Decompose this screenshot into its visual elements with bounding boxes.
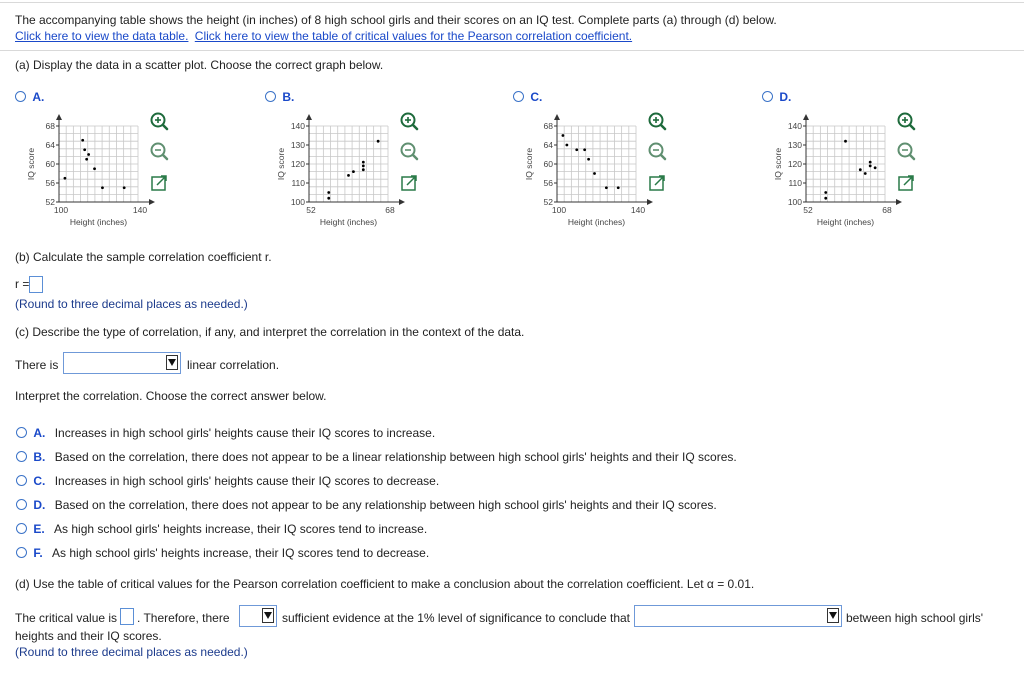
x-tick-label: 52 (306, 205, 316, 215)
part-a-prompt: (a) Display the data in a scatter plot. Choose the correct graph below. (15, 58, 384, 72)
y-tick-label: 56 (543, 178, 553, 188)
round-hint-d: (Round to three decimal places as needed.) (15, 645, 248, 659)
top-divider (0, 2, 1024, 3)
y-tick-label: 52 (543, 197, 553, 207)
zoom-in-icon[interactable] (398, 110, 420, 132)
scatter-point (824, 191, 827, 194)
scatter-point (617, 186, 620, 189)
popout-icon[interactable] (148, 172, 170, 194)
scatter-point (824, 197, 827, 200)
scatter-point (85, 158, 88, 161)
chevron-down-icon (262, 608, 274, 623)
chevron-down-icon (827, 608, 839, 623)
option-letter: C. (33, 474, 46, 488)
option-letter: E. (33, 522, 45, 536)
x-tick-label: 52 (803, 205, 813, 215)
interpretation-option[interactable] (16, 474, 439, 488)
option-letter: B. (282, 90, 295, 104)
scatter-point (64, 177, 67, 180)
critical-values-link[interactable]: Click here to view the table of critical values for the Pearson correlation coefficient. (194, 29, 633, 43)
round-hint-b: (Round to three decimal places as needed.) (15, 297, 248, 311)
interpretation-option[interactable] (16, 498, 717, 512)
option-letter: D. (33, 498, 46, 512)
scatter-point (859, 168, 862, 171)
interpretation-option[interactable] (16, 522, 427, 536)
y-tick-label: 130 (787, 140, 802, 150)
r-input[interactable] (29, 276, 43, 293)
plot-option-d[interactable] (762, 90, 791, 104)
zoom-out-icon[interactable] (895, 140, 917, 162)
y-axis-title: IQ score (26, 147, 36, 181)
scatter-point (587, 158, 590, 161)
zoom-in-icon[interactable] (646, 110, 668, 132)
option-text: Increases in high school girls' heights cause their IQ scores to decrease. (54, 474, 440, 488)
zoom-in-icon[interactable] (895, 110, 917, 132)
option-letter: D. (779, 90, 792, 104)
interpretation-option[interactable] (16, 546, 429, 560)
zoom-out-icon[interactable] (646, 140, 668, 162)
y-tick-label: 68 (45, 121, 55, 131)
critical-value-input[interactable] (120, 608, 134, 625)
scatter-point (362, 168, 365, 171)
scatter-point (352, 170, 355, 173)
zoom-out-icon[interactable] (148, 140, 170, 162)
y-tick-label: 110 (788, 178, 802, 188)
radio-button[interactable] (762, 91, 773, 102)
x-tick-label: 140 (132, 205, 148, 215)
scatter-point (93, 167, 96, 170)
scatter-point (377, 140, 380, 143)
part-b-prompt: (b) Calculate the sample correlation coefficient r. (15, 250, 272, 264)
scatter-point (327, 197, 330, 200)
therefore-label: . Therefore, there (137, 611, 230, 625)
intro-text: The accompanying table shows the height (in inches) of 8 high school girls and their scores on an IQ test. Complete parts (a) through (d) below. (15, 13, 777, 27)
option-letter: F. (33, 546, 43, 560)
y-axis-title: IQ score (524, 147, 534, 181)
y-tick-label: 130 (290, 140, 305, 150)
scatter-point (593, 172, 596, 175)
option-text: Increases in high school girls' heights cause their IQ scores to increase. (54, 426, 436, 440)
scatter-point (874, 166, 877, 169)
x-axis-arrow (647, 199, 653, 205)
option-text: As high school girls' heights increase, their IQ scores tend to decrease. (52, 546, 430, 560)
radio-button[interactable] (16, 475, 27, 486)
y-axis-arrow (56, 114, 62, 120)
x-axis-arrow (399, 199, 405, 205)
option-text: Based on the correlation, there does not appear to be a linear relationship between high school girls' heights and their IQ scores. (54, 450, 737, 464)
linear-correlation-label: linear correlation. (187, 358, 280, 372)
between-label: between high school girls' (846, 611, 984, 625)
y-axis-arrow (803, 114, 809, 120)
y-tick-label: 120 (290, 159, 305, 169)
y-tick-label: 56 (45, 178, 55, 188)
x-axis-title: Height (inches) (816, 217, 875, 227)
scatter-point (327, 191, 330, 194)
r-label: r = (15, 277, 30, 291)
y-tick-label: 110 (291, 178, 305, 188)
zoom-out-icon[interactable] (398, 140, 420, 162)
option-letter: C. (530, 90, 543, 104)
there-is-label: There is (15, 358, 59, 372)
radio-button[interactable] (265, 91, 276, 102)
radio-button[interactable] (16, 523, 27, 534)
x-axis-title: Height (inches) (567, 217, 626, 227)
zoom-in-icon[interactable] (148, 110, 170, 132)
scatter-point (605, 186, 608, 189)
x-tick-label: 68 (385, 205, 395, 215)
radio-button[interactable] (16, 547, 27, 558)
part-c-prompt: (c) Describe the type of correlation, if any, and interpret the correlation in the context of the data. (15, 325, 525, 339)
y-axis-title: IQ score (276, 147, 286, 181)
x-tick-label: 100 (551, 205, 567, 215)
evidence-select[interactable] (239, 605, 277, 627)
interpret-prompt: Interpret the correlation. Choose the correct answer below. (15, 389, 327, 403)
intro-links (15, 29, 632, 43)
y-tick-label: 140 (290, 121, 305, 131)
scatter-point (123, 186, 126, 189)
option-letter: B. (33, 450, 46, 464)
sufficient-label: sufficient evidence at the 1% level of significance to conclude that (282, 611, 630, 625)
scatter-point (83, 148, 86, 151)
popout-icon[interactable] (646, 172, 668, 194)
scatter-point (562, 134, 565, 137)
divider (0, 50, 1024, 51)
scatter-point (869, 165, 872, 168)
y-tick-label: 100 (787, 197, 802, 207)
y-tick-label: 100 (290, 197, 305, 207)
scatter-point (844, 140, 847, 143)
scatter-point (362, 165, 365, 168)
scatter-point (101, 186, 104, 189)
y-tick-label: 52 (45, 197, 55, 207)
y-tick-label: 64 (45, 140, 55, 150)
part-d-prompt: (d) Use the table of critical values for the Pearson correlation coefficient to make a conclusion about the correlation coefficient. Let α = 0.01. (15, 577, 755, 591)
x-axis-title: Height (inches) (319, 217, 378, 227)
interpretation-option[interactable] (16, 450, 737, 464)
scatter-point (565, 144, 568, 147)
option-text: Based on the correlation, there does not appear to be any relationship between high school girls' heights and their IQ scores. (54, 498, 717, 512)
popout-icon[interactable] (895, 172, 917, 194)
conclusion-select[interactable] (634, 605, 842, 627)
option-letter: A. (32, 90, 45, 104)
r-answer-row (15, 276, 43, 293)
y-axis-arrow (306, 114, 312, 120)
option-text: As high school girls' heights increase, their IQ scores tend to increase. (54, 522, 428, 536)
y-tick-label: 60 (543, 159, 553, 169)
y-tick-label: 120 (787, 159, 802, 169)
scatter-point (347, 174, 350, 177)
chevron-down-icon (166, 355, 178, 370)
x-axis-arrow (149, 199, 155, 205)
scatter-point (81, 139, 84, 142)
heights-label: heights and their IQ scores. (15, 629, 162, 643)
popout-icon[interactable] (398, 172, 420, 194)
y-tick-label: 68 (543, 121, 553, 131)
y-tick-label: 60 (45, 159, 55, 169)
scatter-point (864, 172, 867, 175)
scatter-point (362, 161, 365, 164)
plot-option-a[interactable] (15, 90, 44, 104)
option-letter: A. (33, 426, 46, 440)
plot-option-c[interactable] (513, 90, 542, 104)
x-axis-arrow (896, 199, 902, 205)
interpretation-option[interactable] (16, 426, 435, 440)
x-axis-title: Height (inches) (69, 217, 128, 227)
y-tick-label: 140 (787, 121, 802, 131)
plot-option-b[interactable] (265, 90, 294, 104)
y-axis-arrow (554, 114, 560, 120)
radio-button[interactable] (16, 451, 27, 462)
radio-button[interactable] (16, 499, 27, 510)
scatter-point (87, 153, 90, 156)
correlation-type-select[interactable] (63, 352, 181, 374)
scatter-point (583, 148, 586, 151)
scatter-point (869, 161, 872, 164)
y-axis-title: IQ score (773, 147, 783, 181)
critical-label: The critical value is (15, 611, 118, 625)
x-tick-label: 68 (882, 205, 892, 215)
data-table-link[interactable]: Click here to view the data table. (15, 29, 189, 43)
radio-button[interactable] (513, 91, 524, 102)
x-tick-label: 100 (53, 205, 69, 215)
y-tick-label: 64 (543, 140, 553, 150)
radio-button[interactable] (15, 91, 26, 102)
scatter-point (575, 148, 578, 151)
x-tick-label: 140 (630, 205, 646, 215)
radio-button[interactable] (16, 427, 27, 438)
